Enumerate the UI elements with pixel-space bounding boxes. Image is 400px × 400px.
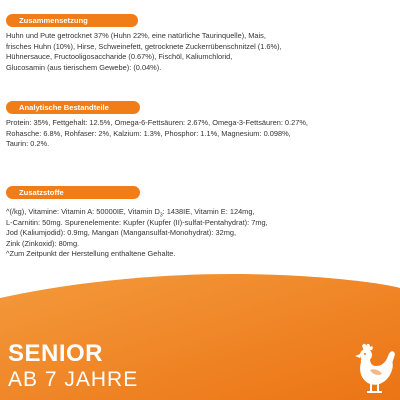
additives-text: L-Carnitin: 50mg. Spurenelemente: Kupfer (Kupfer (II)-sulfat-Pentahydrat): 7mg, Jod (Kaliumjodid): 0.9mg, Mangan (Mangansulfat-Monohydrat): 32mg, Zink (Zinkoxid): 80mg. ^Zum Zeitpunkt der Herstellung enthaltene Gehalte. — [6, 217, 268, 259]
claim-age: AB 7 JAHRE — [8, 368, 139, 391]
additives-heading: Zusatzstoffe — [6, 186, 140, 199]
claim-senior: SENIOR — [8, 340, 104, 367]
composition-text: Huhn und Pute getrocknet 37% (Huhn 22%, eine natürliche Taurinquelle), Mais, frisches Huhn (10%), Hirse, Schweinefett, getrocknete Zuckerrübenschnitzel (1.6%), Hühnersauce, Fructooligosaccharide (0.67%), Fischöl, Kaliumchlorid, Glucosamin (aus tierischem Gewebe): (0.04%). — [6, 31, 282, 72]
analytical-heading: Analytische Bestandteile — [6, 101, 140, 114]
hen-icon — [348, 342, 396, 394]
additives-text-part1: ^(/kg), Vitamine: Vitamin A: 50000IE, Vitamin D — [6, 207, 160, 216]
additives-text-part2: : 1438IE, Vitamin E: 124mg, — [162, 207, 255, 216]
analytical-text: Protein: 35%, Fettgehalt: 12.5%, Omega-6-Fettsäuren: 2.67%, Omega-3-Fettsäuren: 0.27%, Rohasche: 6.8%, Rohfaser: 2%, Kalzium: 1.3%, Phosphor: 1.1%, Magnesium: 0.098%, Taurin: 0.2%. — [6, 118, 308, 149]
composition-heading: Zusammensetzung — [6, 14, 138, 27]
additives-subscript: 3 — [159, 212, 163, 219]
